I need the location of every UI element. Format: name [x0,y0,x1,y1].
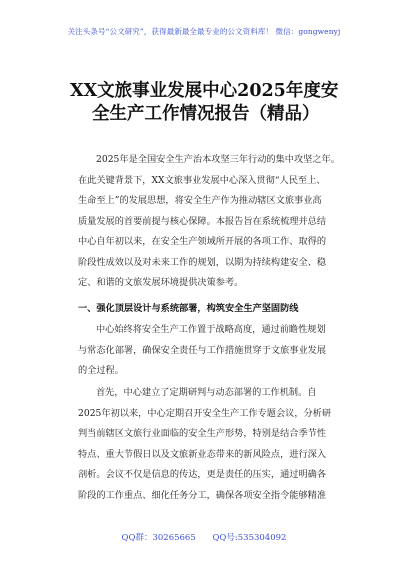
paragraph-line: 质量发展的首要前提与核心保障。本报告旨在系统梳理并总结 [78,215,327,227]
paragraph-line: 定、和谐的文旅发展环境提供决策参考。 [78,277,244,288]
paragraph-line: 首先，中心建立了定期研判与动态部署的工作机制。自 [96,387,317,398]
paragraph-section1-intro [78,320,368,382]
paragraph-line: 剖析。会议不仅是信息的传达，更是责任的压实，通过明确各 [78,469,327,480]
paragraph-line: 生命至上”的发展思想，将安全生产作为推动辖区文旅事业高 [78,195,322,206]
footer-qq-number: QQ号:535304092 [212,533,287,543]
paragraph-line: 阶段性成效以及对未来工作的规划，以期为持续构建安全、稳 [78,256,327,268]
paragraph-line: 的全过程。 [78,365,124,376]
paragraph-line: 判当前辖区文旅行业面临的安全生产形势，特别是结合季节性 [78,428,327,439]
paragraph-line: 中心始终将安全生产工作置于战略高度，通过前瞻性规划 [96,324,326,335]
paragraph-line: 阶段的工作重点、细化任务分工，确保各项安全指令能够精准 [78,489,327,501]
paragraph-line: 2025年初以来，中心定期召开安全生产工作专题会议，分析研 [78,407,332,419]
paragraph-intro [78,150,368,294]
paragraph-line: 中心自年初以来，在安全生产领域所开展的各项工作、取得的 [78,236,327,247]
document-title-line-1: XX文旅事业发展中心2025年度安 [70,81,339,101]
paragraph-line: 2025年是全国安全生产治本攻坚三年行动的集中攻坚之年。 [96,154,340,165]
section-heading-1: 一、强化顶层设计与系统部署，构筑安全生产坚固防线 [78,303,299,314]
paragraph-line: 在此关键背景下，XX文旅事业发展中心深入贯彻“人民至上、 [78,174,326,186]
paragraph-line: 特点、重大节假日以及文旅新业态带来的新风险点，进行深入 [78,448,327,460]
paragraph-section1-first [78,383,368,506]
footer-contact [0,531,408,543]
paragraph-line: 与常态化部署，确保安全责任与工作措施贯穿于文旅事业发展 [78,344,327,356]
document-title-line-2: 全生产工作情况报告（精品） [92,104,320,124]
header-promo-note: 关注头条号“公文研究”，获得最新最全最专业的公文资料库！ 微信：gongwenyj [67,27,341,36]
footer-qq-group: QQ群：30265665 [121,533,196,543]
document-title [70,80,360,126]
